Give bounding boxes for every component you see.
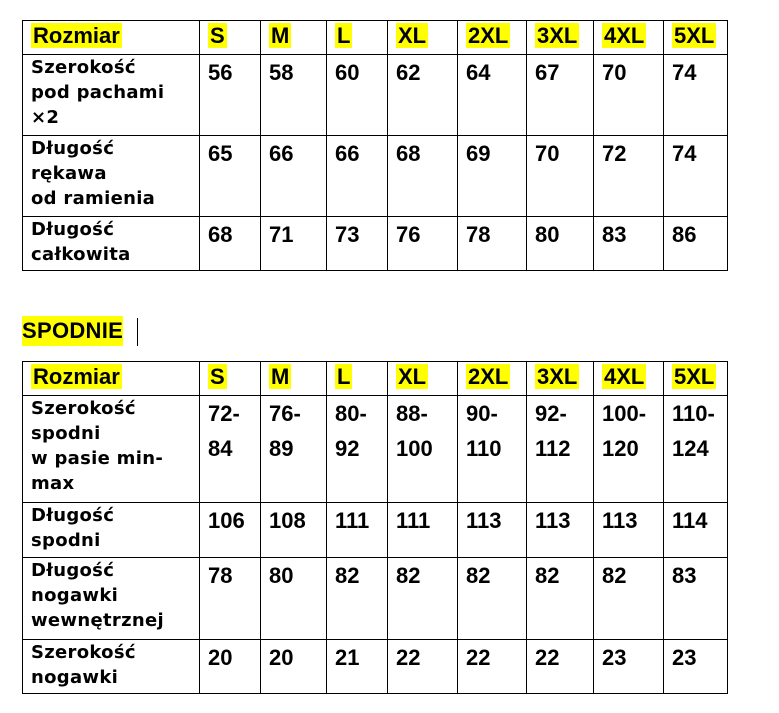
- table-cell: 82: [327, 558, 388, 640]
- table-cell: 56: [200, 55, 261, 136]
- table-cell: 83: [664, 558, 728, 640]
- table-cell: 113: [527, 503, 594, 558]
- table-cell: 113: [458, 503, 527, 558]
- row-label: Długość całkowita: [23, 217, 200, 271]
- table-cell: 100- 120: [594, 396, 664, 503]
- header-size-xl: XL: [388, 21, 458, 55]
- table-cell: 74: [664, 136, 728, 217]
- table-cell: 90- 110: [458, 396, 527, 503]
- table-row: [23, 503, 728, 558]
- header-size-4xl: 4XL: [594, 21, 664, 55]
- table-cell: 69: [458, 136, 527, 217]
- table-cell: 21: [327, 640, 388, 694]
- table-cell: 23: [664, 640, 728, 694]
- table-cell: 67: [527, 55, 594, 136]
- table-cell: 62: [388, 55, 458, 136]
- header-size-5xl: 5XL: [664, 21, 728, 55]
- table-cell: 86: [664, 217, 728, 271]
- table-cell: 110- 124: [664, 396, 728, 503]
- table-cell: 60: [327, 55, 388, 136]
- header-row: [23, 362, 728, 396]
- table-cell: 88- 100: [388, 396, 458, 503]
- table-cell: 106: [200, 503, 261, 558]
- header-size-3xl: 3XL: [527, 362, 594, 396]
- table-cell: 72- 84: [200, 396, 261, 503]
- table-row: [23, 640, 728, 694]
- table-row: [23, 55, 728, 136]
- table-cell: 108: [261, 503, 327, 558]
- size-table-top: [22, 20, 728, 271]
- table-cell: 66: [261, 136, 327, 217]
- row-label: Długość rękawa od ramienia: [23, 136, 200, 217]
- table-cell: 83: [594, 217, 664, 271]
- table-cell: 22: [458, 640, 527, 694]
- header-size-xl: XL: [388, 362, 458, 396]
- header-size-5xl: 5XL: [664, 362, 728, 396]
- row-label: Szerokość pod pachami ×2: [23, 55, 200, 136]
- table-cell: 113: [594, 503, 664, 558]
- row-label: Długość nogawki wewnętrznej: [23, 558, 200, 640]
- table-cell: 64: [458, 55, 527, 136]
- table-cell: 20: [200, 640, 261, 694]
- table-cell: 76- 89: [261, 396, 327, 503]
- table-cell: 92- 112: [527, 396, 594, 503]
- row-label: Długość spodni: [23, 503, 200, 558]
- table-cell: 76: [388, 217, 458, 271]
- header-rozmiar: Rozmiar: [23, 362, 200, 396]
- table-cell: 82: [458, 558, 527, 640]
- table-cell: 65: [200, 136, 261, 217]
- table-cell: 111: [327, 503, 388, 558]
- section-title: SPODNIE: [22, 316, 123, 346]
- header-size-l: L: [327, 21, 388, 55]
- text-cursor: [137, 318, 138, 346]
- table-cell: 80: [261, 558, 327, 640]
- table-cell: 20: [261, 640, 327, 694]
- table-cell: 58: [261, 55, 327, 136]
- row-label: Szerokość spodni w pasie min- max: [23, 396, 200, 503]
- header-size-m: M: [261, 21, 327, 55]
- table-cell: 78: [200, 558, 261, 640]
- header-size-2xl: 2XL: [458, 21, 527, 55]
- table-cell: 82: [388, 558, 458, 640]
- table-cell: 68: [200, 217, 261, 271]
- table-cell: 78: [458, 217, 527, 271]
- table-cell: 71: [261, 217, 327, 271]
- table-cell: 66: [327, 136, 388, 217]
- table-cell: 72: [594, 136, 664, 217]
- table-row: [23, 136, 728, 217]
- table-cell: 74: [664, 55, 728, 136]
- table-cell: 68: [388, 136, 458, 217]
- table-cell: 73: [327, 217, 388, 271]
- header-size-m: M: [261, 362, 327, 396]
- table-row: [23, 217, 728, 271]
- table-cell: 80- 92: [327, 396, 388, 503]
- table-cell: 22: [527, 640, 594, 694]
- size-table-spodnie: [22, 361, 728, 694]
- table-cell: 82: [594, 558, 664, 640]
- header-size-l: L: [327, 362, 388, 396]
- header-size-s: S: [200, 21, 261, 55]
- table-cell: 23: [594, 640, 664, 694]
- table-cell: 82: [527, 558, 594, 640]
- header-size-s: S: [200, 362, 261, 396]
- table-cell: 114: [664, 503, 728, 558]
- table-row: [23, 558, 728, 640]
- table-cell: 70: [527, 136, 594, 217]
- row-label: Szerokość nogawki: [23, 640, 200, 694]
- table-cell: 22: [388, 640, 458, 694]
- table-cell: 80: [527, 217, 594, 271]
- table-cell: 111: [388, 503, 458, 558]
- header-size-2xl: 2XL: [458, 362, 527, 396]
- table-cell: 70: [594, 55, 664, 136]
- header-size-4xl: 4XL: [594, 362, 664, 396]
- header-rozmiar: Rozmiar: [23, 21, 200, 55]
- table-row: [23, 396, 728, 503]
- header-row: [23, 21, 728, 55]
- header-size-3xl: 3XL: [527, 21, 594, 55]
